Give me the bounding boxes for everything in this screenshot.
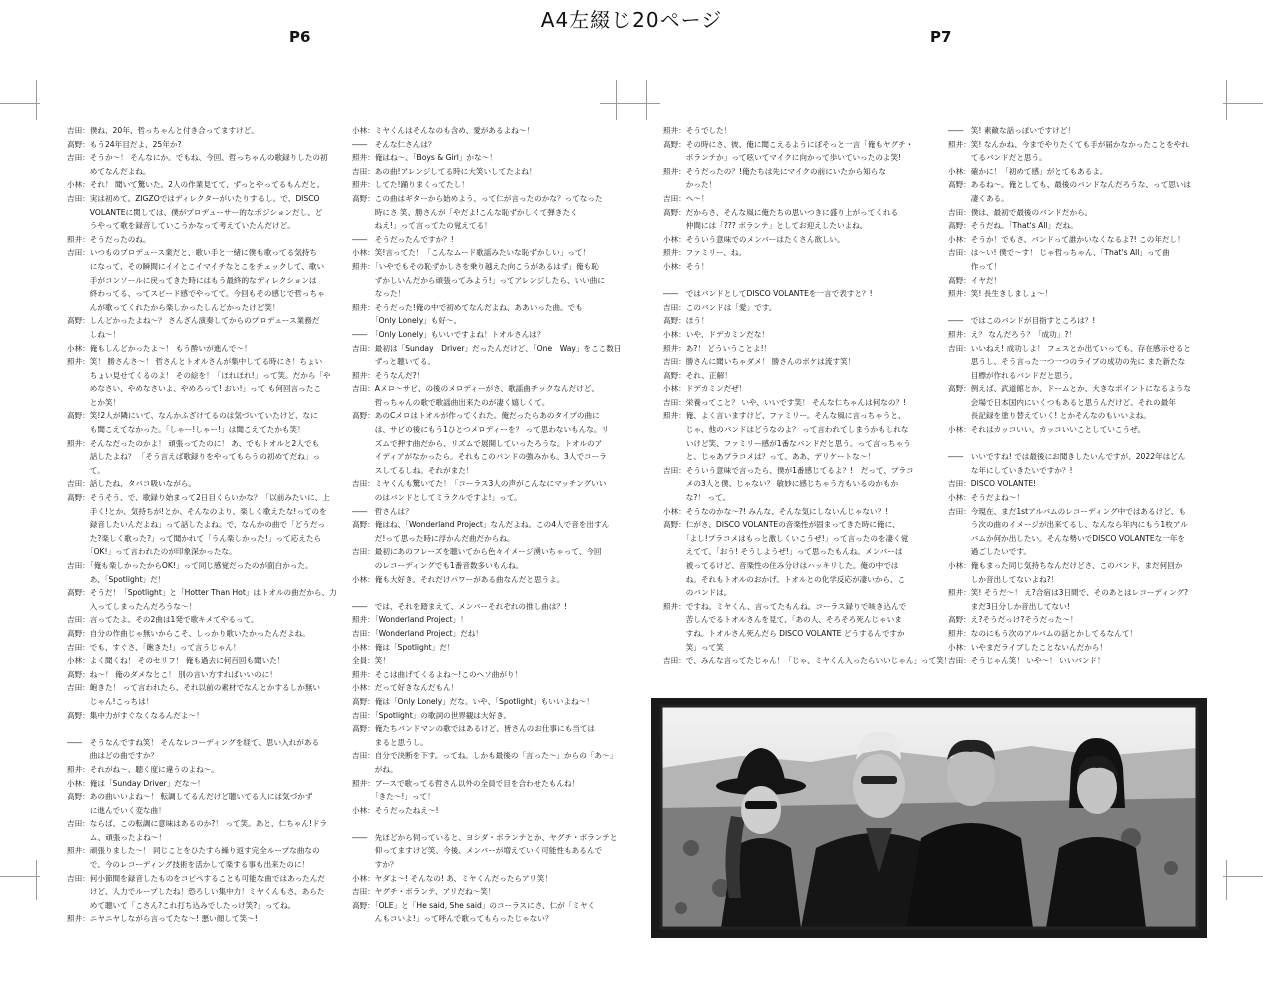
dialogue-line: 高野：そうだね。「That's All」だね。 [948,221,1078,231]
dialogue-line: 高野：しんどかったよね～？ さんざん演奏してからのプロデュース業務だ [67,316,320,326]
dialogue-line: た?楽しく歌った?」って聞かれて「うん楽しかった!」って応えたら [67,533,322,543]
dialogue-line: のレコーディングでも1番音数多いもんね。 [352,561,524,570]
dialogue-line: しか音出してないよね?！ [948,574,1059,584]
dialogue-line: 小林：ミヤくんはそんなのも含め、愛があるよね～！ [352,126,534,135]
dialogue-line: 小林：そういう意味でのメンバーはたくさん欲しい。 [663,234,845,244]
page-number-right: P7 [930,28,952,46]
dialogue-line: 高野：だからさ、そんな風に俺たちの思いつきに盛り上がってくれる [663,207,899,217]
dialogue-line [352,586,606,600]
dialogue-line: 照井：笑! 長生きしましょ～！ [948,289,1053,299]
page-number-left: P6 [289,28,311,46]
dialogue-line: 照井：そうだったのね。 [67,234,151,244]
dialogue-line: 高野：そうだ！「Spotlight」と「Hotter Than Hot」はトオルの曲だから、力 [67,588,337,598]
dialogue-line: 吉田：いつものプロデュース業だと、歌い手と一緒に僕も歌ってる気持ち [67,248,317,258]
dialogue-line: 仰ってますけど笑、今後、メンバーが増えていく可能性もあるんで [352,846,603,856]
dialogue-line: 吉田：「Spotlight」の歌詞の世界観は大好き。 [352,710,512,720]
dialogue-line: 吉田：へ～！ [663,193,709,203]
dialogue-line: 小林：いやまだライブしたことないんだから！ [948,642,1108,652]
dialogue-line: 照井：それがね～、聴く度に違うのよね～。 [67,764,219,774]
dialogue-line: めてなんだよね。 [67,166,151,176]
dialogue-line: 吉田：実は初めて。ZIGZOではディレクターがいたりするし。で、DISCO [67,193,320,203]
dialogue-line: 過ごしたいです。 [948,547,1031,557]
dialogue-line: 終わってる、ってスピード感でやってて。今回もその感じで哲っちゃ [67,289,325,299]
dialogue-line: 照井：え？ なんだろう？「成功」?！ [948,329,1076,339]
dialogue-line: あ、「Spotlight」だ！ [67,574,166,584]
dialogue-line: 吉田：ヤグチ・ボランテ、アリだね～笑！ [352,887,496,897]
crop-mark [1223,103,1263,104]
dialogue-line: ―― そうだったんですか？! [352,234,454,244]
crop-mark [0,876,40,877]
dialogue-line: 作って！ [948,261,1002,271]
dialogue-line: 照井：そんなだったのかよ！ 頑張ってたのに！ あ、でもトオルと2人でも [67,438,320,448]
dialogue-line: ね。それもトオルのおかげ。トオルとの化学反応が凄いから、こ [663,574,906,584]
dialogue-line: 照井：頑張りました～！ 同じことをひたすら繰り返す完全ループな曲なの [67,846,320,856]
dialogue-line: う次の曲のイメージが出来てるし、なんなら年内にもう1枚アル [948,520,1188,530]
dialogue-line: 照井：そうでした！ [663,126,732,135]
dialogue-line: 吉田：最初は「Sunday Driver」だったんだけど、「One Way」をここ数日 [352,343,622,353]
dialogue-line: ボランテか」って呟いてマイクに向かって歩いていったのよ笑! [663,153,902,163]
crop-mark [36,860,37,900]
dialogue-line: ちょい見せてくるのよ！ その絵を！「ほれほれ!」って笑。だから「や [67,370,331,380]
dialogue-line: 小林：だって好きなんだもん！ [352,683,459,693]
dialogue-line: 高野：例えば、武道館とか、ドームとか、大きなポイントになるような [948,384,1191,394]
dialogue-line: すね。トオルさん死んだら DISCO VOLANTE どうするんですか [663,628,905,638]
dialogue-line: ずっと聴いてる。 [352,357,436,367]
dialogue-line: 全員：笑！ [352,656,390,666]
dialogue-line: 高野：集中力がすぐなくなるんだよ～！ [67,710,204,720]
crop-mark [0,103,40,104]
dialogue-line: しね～！ [67,329,121,339]
dialogue-line: 照井：笑！ 勝さんさ～！ 哲さんとトオルさんが集中してる時にさ！ちょい [67,357,323,367]
dialogue-line: 哲っちゃんの歌で歌謡曲出来たのが凄く嬉しくて。 [352,397,550,407]
dialogue-line: のはバンドとしてミラクルですよ!」って。 [352,493,522,503]
dialogue-line: ずかしいんだから頑張ってみよう!」ってアレンジしたら、いい曲に [352,275,605,285]
dialogue-line: ―― いいですね! では最後にお聞きしたいんですが、2022年はどん [948,452,1186,462]
dialogue-line: 小林：そうだったねえ～! [352,805,439,815]
dialogue-line: 吉田：話したね、タバコ吸いながら。 [67,479,197,489]
text-column-3 [663,124,952,668]
dialogue-line: 照井：そうだったの？!俺たちは先にマイクの前にいたから知らな [663,166,886,176]
dialogue-line: 照井：笑! そうだ～！ え?合宿は3日間で、そのあとはレコーディング? [948,588,1189,598]
dialogue-line: 録音したいんだよね」って話したよね。で、なんかの曲で「どうだっ [67,520,326,530]
dialogue-line: 吉田：あの曲!アレンジしてる時に大笑いしてたよね！ [352,166,537,176]
dialogue-line: 小林：俺は「Spotlight」だ！ [352,642,455,652]
dialogue-line: なった！ [352,289,406,299]
dialogue-line: 吉田：最初にあのフレーズを聴いてから色々イメージ湧いちゃって、今回 [352,547,602,557]
dialogue-line: いけど笑、ファミリー感が1番なバンドだと思う。って言っちゃう [663,438,911,448]
dialogue-line: ズムで押す曲だから、リズムで展開していったろうな。トオルのア [352,438,603,448]
dialogue-line: 時にさ 笑、勝さんが「やだよ!こんな恥ずかしくて弾きたく [352,207,578,217]
dialogue-line: 吉田：「俺も楽しかったからOK!」って同じ感覚だったのが面白かった。 [67,561,313,570]
dialogue-line: じゃん!こっちは！ [67,696,154,706]
dialogue-line: 長記録を塗り替えていく! とかそんなのもいいよね。 [948,411,1151,421]
text-column-4 [948,124,1202,668]
dialogue-line: ―― ではこのバンドが目指すところは？! [948,316,1096,326]
dialogue-line: 高野：俺はね、「Wonderland Project」なんだよね。この4人で音を出すん [352,520,610,530]
dialogue-line: 曲はどの曲ですか？ [67,751,159,761]
dialogue-line: になって、その瞬間にイイとこイマイチなとこをチェックして、歌い [67,261,325,271]
dialogue-line: VOLANTEに関しては、僕がプロデューサー的なポジションだし、ど [67,207,323,217]
text-column-2 [352,124,622,926]
dialogue-line: 高野：笑!2人が隣にいて、なんかふざけてるのは気づいていたけど、なに [67,411,318,421]
dialogue-line: 小林：俺もまった同じ気持ちなんだけどさ、このバンド、まだ何回か [948,561,1183,570]
dialogue-line: 照井：ファミリー、ね。 [663,248,747,258]
dialogue-line: 被ってるけど、音楽性の住み分けはハッキリした。俺の中では [663,561,899,570]
dialogue-line: んもコいよ!」って呼んで歌ってもらったじゃない？ [352,914,553,924]
crop-mark [1223,876,1263,877]
dialogue-line: 小林：ドデカミンだぜ！ [663,384,747,394]
dialogue-line: 小林：俺もしんどかったよ～！ もう酔いが進んで～！ [67,343,252,353]
dialogue-line: な年にしていきたいですか？! [948,465,1073,475]
dialogue-line: 吉田：飽きた！ って言われたら、それ以前の素材でなんとかするしか無い [67,683,321,693]
dialogue-line: すか？ [352,860,398,870]
dialogue-line: 小林：それ！ 聞いて驚いた。2人の作業見てて、ずっとやってるもんだと。 [67,180,325,190]
dialogue-line: 小林：いや、ドデカミンだな！ [663,329,770,339]
dialogue-line: 小林：そうだよね～！ [948,493,1024,503]
dialogue-line: ―― ではバンドとしてDISCO VOLANTEを一言で表すと？! [663,289,873,299]
dialogue-line: けど、人力でループしたね！恐ろしい集中力！ミヤくんもさ、あらた [67,887,325,897]
dialogue-line: ねえ!」って言ってたの覚えてる！ [352,221,492,231]
dialogue-line [948,301,1202,315]
dialogue-line: 小林：そう！ [663,261,709,271]
crop-mark [1226,80,1227,120]
dialogue-line: 入ってしまったんだろうな～！ [67,601,197,611]
dialogue-line: 吉田：このバンドは「愛」です。 [663,302,777,312]
dialogue-line: 照井：ニヤニヤしながら言ってたな～! 悪い顔して笑～! [67,914,258,924]
dialogue-line: 話したよね？ 「そう言えば歌録りをやってもらうの初めてだね」っ [67,452,321,462]
dialogue-line: 照井：そうなんだ?！ [352,370,425,380]
dialogue-line: 会場で日本国内にいくつもあると思うんだけど、それの最年 [948,397,1176,407]
dialogue-line: 思うし、そう言った一つ一つのライブの成功の先に また新たな [948,357,1186,367]
dialogue-line: 吉田：自分で決断を下す。ってね。しかも最後の「言った～」からの「あ～」 [352,751,618,761]
dialogue-line: 「きた～!」って！ [352,792,435,802]
dialogue-line: まだ3日分しか音出してない! [948,601,1070,611]
dialogue-line: 目標が作れるバンドだと思う。 [948,370,1078,380]
dialogue-line: ―― そうなんですね笑！ そんなレコーディングを経て、思い入れがある [67,737,320,747]
dialogue-line: 高野：イヤだ！ [948,275,1002,285]
dialogue-line: と、じゃあプラコメは？って、ああ、デリケートな～！ [663,452,876,462]
dialogue-line: まると思うし。 [352,737,428,747]
dialogue-line: じゃ、他のバンドはどうなのよ？ って言われてしまうかもしれな [663,425,909,435]
dialogue-line: 苦しんでるトオルさんを見て、「あの人、そろそろ死んじゃいま [663,615,902,625]
dialogue-line: 吉田：Aメロ～サビ、の後のメロディーがさ、歌謡曲チックなんだけど、 [352,384,599,394]
dialogue-line: 吉田：僕ね、20年、哲っちゃんと付き合ってますけど。 [67,126,259,135]
dialogue-line [352,817,606,831]
dialogue-line: 小林：確かに！「初めて感」がとてもあるよ。 [948,166,1108,176]
dialogue-line: て。 [67,465,105,475]
dialogue-line: スしてるしね。それがまた！ [352,465,474,475]
spread-title: A4左綴じ20ページ [540,8,723,32]
dialogue-line: とか笑！ [67,397,121,407]
dialogue-line: ―― 先ほどから伺っていると、ヨシダ・ボランテとか、ヤグチ・ボランテと [352,832,618,842]
dialogue-line: な?！ って。 [663,493,731,503]
text-column-1 [67,124,337,926]
dialogue-line: 高野：もう24年目だよ、25年か? [67,139,182,149]
dialogue-line: で、今のレコーディング技術を活かして楽する事も出来たのに！ [67,860,310,870]
dialogue-line [67,722,321,736]
dialogue-line: 吉田：栄養ってこと？ いや、いいです笑！ そんな仁ちゃんは何なの？! [663,397,907,407]
dialogue-line: ム、頑張ったよね～！ [67,832,166,842]
dialogue-line: 吉田：何小節間を録音したものをコピペすることも可能な曲ではあったんだ [67,873,325,883]
dialogue-line: 高野：俺は「Only Lonely」だな。いや、「Spotlight」もいいよね～！ [352,696,594,706]
dialogue-line: 小林：ヤダよ～! そんなの! あ、ミヤくんだったらアリ笑！ [352,873,553,883]
dialogue-line: 吉田：いいねえ! 成功しよ！ フェスとか出ていっても、存在感示せると [948,343,1191,353]
crop-mark [1226,860,1227,900]
dialogue-line: メの3人と僕、じゃない？ 敏妙に感じちゃう方もいるのかもか [663,479,899,489]
dialogue-line: ―― そんな仁さんは？ [352,139,436,149]
dialogue-line: てるバンドだと思う。 [948,153,1047,163]
dialogue-line: 仲間には「??? ボランテ」としてお迎えしたいよね。 [663,221,868,231]
dialogue-line: 笑」って笑 [663,642,724,652]
dialogue-line: 小林：俺は「Sunday Driver」だな～！ [67,778,205,788]
dialogue-line: 「Only Lonely」も好～。 [352,316,462,326]
dialogue-line: 吉田：「Wonderland Project」だね！ [352,628,483,638]
dialogue-line: 高野：あの曲いいよね～！ 転調してるんだけど聴いてる人には気づかず [67,792,313,802]
dialogue-line: うやって歌を録音していこうかなって考えていたんだけど。 [67,221,295,231]
dialogue-line: バムか何か出したい。そんな勢いでDISCO VOLANTEな一年を [948,533,1186,543]
dialogue-line: 高野：自分の作曲じゃ無いからこそ、しっかり歌いたかったんだよね。 [67,628,310,638]
dialogue-line: 吉田：DISCO VOLANTE! [948,479,1037,489]
dialogue-line: 吉田：そういう意味で言ったら、僕が1番感じてるよ？! だって、プラコ [663,465,914,475]
dialogue-line: 吉田：で、みんな言ってたじゃん！「じゃ、ミヤくん入ったらいいじゃん」って笑！ [663,656,952,666]
dialogue-line: 吉田：言ってたよ。その2曲は1発で歌キメてやるって。 [67,615,259,625]
dialogue-line: 高野：「OLE」と「He said, She said」のコーラスにさ、仁が「ミヤく [352,900,596,910]
dialogue-line: のバンドは。 [663,588,732,598]
dialogue-line: 高野：あるね～。俺としても、最後のバンドなんだろうな、って思いは [948,180,1191,190]
dialogue-line: 吉田：勝さんに聞いちゃダメ！ 勝さんのボケは流す笑！ [663,357,856,367]
dialogue-line: 照井：笑! なんかね、今までやりたくても手が届かなかったことをやれ [948,139,1189,149]
dialogue-line: 高野：ほう！ [663,316,709,326]
dialogue-line: 照井：そうだった!俺の中で初めてなんだよね、ああいった曲。でも [352,302,583,312]
dialogue-line: 高野：え?そうだっけ?そうだった～！ [948,615,1078,625]
dialogue-line: イディアがなかったら。それもこのバンドの強みかも。3人でコーラ [352,452,607,462]
crop-mark [616,80,617,120]
dialogue-line: 照井：「Wonderland Project」！ [352,615,468,625]
dialogue-line: 照井：ですね。ミヤくん、言ってたもんね。コーラス録りで咳き込んで [663,601,907,611]
dialogue-line: 吉田：そうか～！ そんなにか。でもね、今回、哲っちゃんの歌録りしたの初 [67,153,328,163]
dialogue-line: 照井：「いやでもその恥ずかしさを乗り越えた向こうがあるはず」俺も恥 [352,261,599,271]
dialogue-line: 吉田：今現在、まだ1stアルバムのレコーディング中ではあるけど、も [948,506,1186,516]
dialogue-line: ―― 「Only Lonely」もいいですよね！トオルさんは？ [352,329,545,339]
dialogue-line: 照井：俺、よく言いますけど、ファミリー。そんな風に言っちゃうと、 [663,411,906,421]
dialogue-line: 照井：あ?！ どういうことよ!！ [663,343,772,353]
crop-mark [600,103,660,104]
dialogue-line: 「OK!」って言われたのが印象深かったな。 [67,547,237,557]
dialogue-line: に進んでいく変な曲！ [67,805,166,815]
dialogue-line: めて聴いて「こさん?これ打ち込みでしたっけ笑?」ってね。 [67,900,296,910]
crop-mark [646,80,647,120]
dialogue-line [663,274,917,288]
dialogue-line: がね。 [352,764,398,774]
band-photo [651,698,1207,938]
dialogue-line: は、サビの後にもう1ひとつメロディーを？ って思わないもんな。リ [352,425,610,435]
dialogue-line: 高野：仁がさ、DISCO VOLANTEの音楽性が固まってきた時に俺に、 [663,520,900,530]
dialogue-line: 照井：なのにもう次のアルバムの話とかしてるなんて！ [948,628,1138,638]
dialogue-line: 小林：そうか！でもさ、バンドって誰かいなくなるよ?! この年だし！ [948,234,1185,244]
dialogue-line: 高野：そうそう、で、歌録り始まって2日目くらいかな？「以前みたいに、上 [67,493,330,503]
dialogue-line: かった！ [663,180,717,190]
dialogue-line: 「よし!プラコメはもっと激しくいこうぜ!」って言ったのを凄く覚 [663,533,909,543]
dialogue-line: 照井：してた!踊りまくってたし！ [352,180,469,190]
dialogue-line: 小林：俺も大好き。それだけパワーがある曲なんだと思うよ。 [352,574,565,584]
dialogue-line: 吉田：でも、すぐさ、「飽きた!」って言うじゃん！ [67,642,241,652]
dialogue-line: 小林：笑!言ってた！「こんなムード歌謡みたいな恥ずかしい」って！ [352,248,591,258]
dialogue-line: 照井：俺はね～、「Boys & Girl」かな～！ [352,153,497,163]
dialogue-line: ―― 哲さんは？ [352,506,413,516]
dialogue-line: 高野：この曲はギターから始めよう、って仁が言ったのかな？ってなった [352,193,603,203]
dialogue-line [948,437,1202,451]
dialogue-line: 吉田：ミヤくんも驚いてた！「コーラス3人の声がこんなにマッチングいい [352,479,607,489]
dialogue-line: 高野：俺たちバンドマンの歌ではあるけど、皆さんのお仕事にも当ては [352,724,595,734]
dialogue-line: も聞こえてなかった。「しゃー!しゃー!」は聞こえてたかも笑！ [67,425,305,435]
dialogue-line: 吉田：僕は、最初で最後のバンドだから。 [948,207,1093,217]
dialogue-line: 小林：よく聞くね！ そのセリフ！ 俺も過去に何百回も聞いた！ [67,656,285,666]
dialogue-line: 小林：それはカッコいい。カッコいいことしていこうぜ。 [948,425,1146,435]
dialogue-line: 高野：その時にさ、彼、俺に聞こえるようにぼそっと一言「俺もヤグチ・ [663,139,914,149]
dialogue-line: 高野：それ、正解！ [663,370,732,380]
dialogue-line: だ!って思った時に浮かんだ曲だからね。 [352,533,515,543]
dialogue-line: えてて。「おう! そうしようぜ!」って思ったもんね。メンバーは [663,547,903,557]
dialogue-line: 吉田：ならば、この転調に意味はあるのか?！ って笑。あと、仁ちゃん!ドラ [67,819,328,829]
dialogue-line: 小林：そうなのかな～?! みんな、そんな気にしないんじゃない？! [663,506,889,516]
dialogue-line: んが歌ってくれたから楽しかったしんどかったけど笑！ [67,302,280,312]
dialogue-line: 高野：ね～！ 俺のダメなとこ！ 別の言い方すればいいのに！ [67,669,277,679]
crop-mark [36,80,37,120]
dialogue-line: ―― では、それを踏まえて、メンバーそれぞれの推し曲は？! [352,601,567,611]
dialogue-line: 吉田：そうじゃん笑！ いや～！ いいバンド！ [948,656,1105,666]
dialogue-line: 照井：ブースで歌ってる哲さん以外の全員で目を合わせたもんね！ [352,778,580,788]
dialogue-line: ―― 笑! 素敵な話っぽいですけど！ [948,126,1075,135]
dialogue-line: 手がコンソールに戻ってきた時にはもう最終的なディレクションは [67,275,317,285]
dialogue-line: 高野：あのCメロはトオルが作ってくれた。俺だったらあのタイプの曲に [352,411,600,421]
dialogue-line: 吉田：は～い! 僕で～す！ じゃ哲っちゃん、「That's All」って曲 [948,248,1170,258]
dialogue-line: 手く!とか、気持ちが!とか、そんなのより、楽しく歌えたな!ってのを [67,506,327,516]
dialogue-line: 凄くある。 [948,193,1009,203]
dialogue-line: 照井：そこは曲げてくるよね～!このヘソ曲がり！ [352,669,523,679]
dialogue-line: めなさい、やめなさいよ、やめろって! おい!」って も何回言ったこ [67,384,321,394]
